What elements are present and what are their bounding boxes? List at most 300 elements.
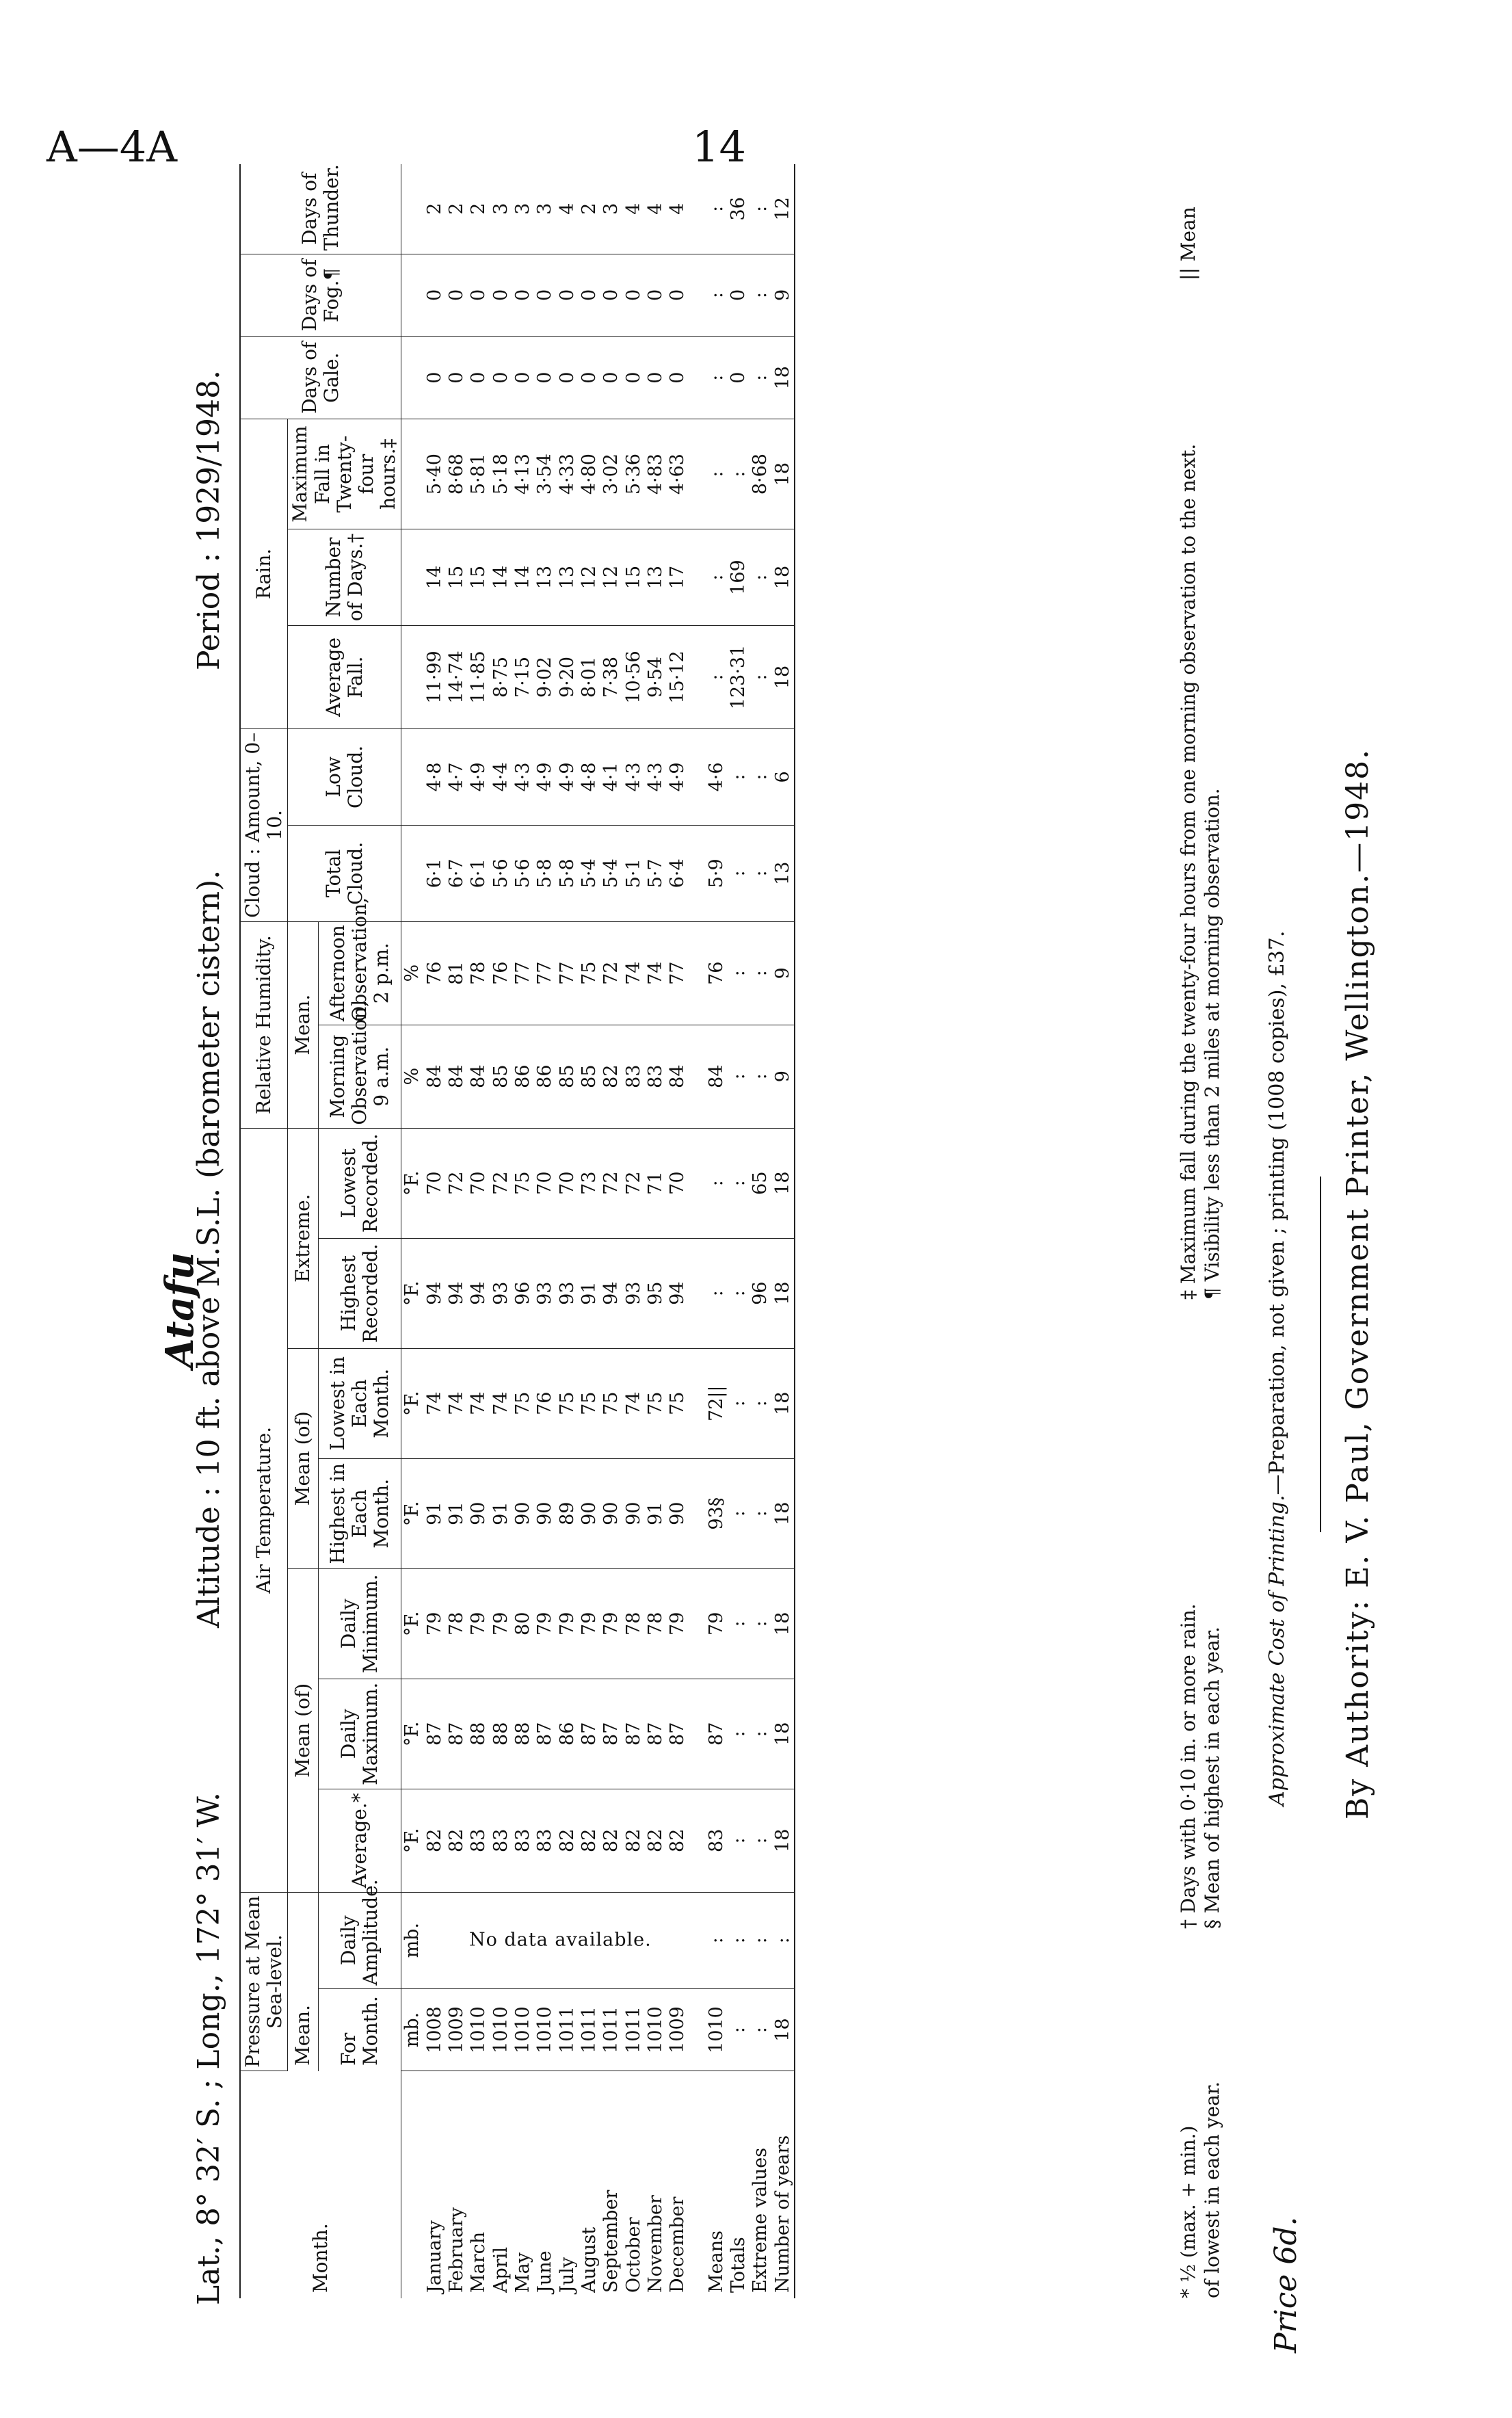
cell-t: 3 xyxy=(512,164,534,254)
cell-f: 0 xyxy=(468,254,490,337)
cell-dmin: 78 xyxy=(446,1568,468,1679)
cell-hr: 94 xyxy=(468,1238,490,1348)
cell-dmax: 87 xyxy=(424,1679,446,1789)
cell-lc: : xyxy=(750,728,771,825)
cell-m9: 86 xyxy=(512,1025,534,1128)
cell-m9: 84 xyxy=(424,1025,446,1128)
monthly-rows xyxy=(424,164,698,2298)
cell-dmax: 18 xyxy=(772,1679,795,1789)
cell-dmin: 79 xyxy=(579,1568,600,1679)
cell-avg: 82 xyxy=(557,1789,579,1892)
summary-rows xyxy=(698,164,795,2298)
row-label: July xyxy=(556,2257,578,2293)
cell-dmax: 87 xyxy=(645,1679,667,1789)
unit: % xyxy=(401,1025,424,1128)
cell-avg: 83 xyxy=(512,1789,534,1892)
cell-m9: 9 xyxy=(772,1025,795,1128)
cell-hi: 90 xyxy=(468,1458,490,1568)
cell-lr: 75 xyxy=(512,1128,534,1238)
cell-p: 1011 xyxy=(600,1988,622,2071)
cell-lc: 4·4 xyxy=(490,728,512,825)
cell-rm: 4·13 xyxy=(512,419,534,529)
col-total-cloud: Total Cloud. xyxy=(288,825,401,921)
col-morning: Morning Observation, 9 a.m. xyxy=(318,1025,401,1128)
cell-m9: 85 xyxy=(579,1025,600,1128)
cell-lo: 75 xyxy=(645,1348,667,1458)
cell-dmin: 79 xyxy=(468,1568,490,1679)
cell-t: 4 xyxy=(645,164,667,254)
cell-tc: 5·4 xyxy=(600,825,622,921)
cell-hi: 89 xyxy=(557,1458,579,1568)
cell-hr: 96 xyxy=(750,1238,771,1348)
cell-g: 0 xyxy=(512,337,534,419)
units-row xyxy=(401,164,424,2298)
cell-rm: 5·18 xyxy=(490,419,512,529)
cell-g: 0 xyxy=(728,337,750,419)
cell-lr: 65 xyxy=(750,1128,771,1238)
cell-rf: 7·15 xyxy=(512,626,534,729)
cell-rm: 3·54 xyxy=(534,419,556,529)
cell-lc: 4·6 xyxy=(698,728,728,825)
cell-p: 1010 xyxy=(645,1988,667,2071)
cell-g: 0 xyxy=(446,337,468,419)
unit: % xyxy=(401,921,424,1025)
cell-lo: 75 xyxy=(600,1348,622,1458)
page-identifier: A—4A xyxy=(47,122,177,172)
col-highest-rec: Highest Recorded. xyxy=(318,1238,401,1348)
cell-a2: : xyxy=(728,921,750,1025)
cell-hr: 93 xyxy=(623,1238,645,1348)
cell-f: 0 xyxy=(512,254,534,337)
cell-m9: 82 xyxy=(600,1025,622,1128)
cell-rd: : xyxy=(698,529,728,626)
cell-hi: : xyxy=(750,1458,771,1568)
cell-hr: 95 xyxy=(645,1238,667,1348)
cell-hr: 93 xyxy=(557,1238,579,1348)
cell-rm: 5·40 xyxy=(424,419,446,529)
cell-dmin: 79 xyxy=(667,1568,697,1679)
cell-hr: 94 xyxy=(446,1238,468,1348)
col-max-fall: Maximum Fall in Twenty-four hours.‡ xyxy=(288,419,401,529)
cell-dmax: 88 xyxy=(468,1679,490,1789)
cell-avg: 82 xyxy=(645,1789,667,1892)
col-average: Average.* xyxy=(318,1789,401,1892)
cell-lr: : xyxy=(698,1128,728,1238)
cell-p: 1008 xyxy=(424,1988,446,2071)
col-air-temp: Air Temperature. xyxy=(240,1128,288,1892)
cell-rf: 11·99 xyxy=(424,626,446,729)
cell-a2: 78 xyxy=(468,921,490,1025)
cell-hi: 91 xyxy=(446,1458,468,1568)
col-rain: Rain. xyxy=(240,419,288,729)
cell-m9: : xyxy=(728,1025,750,1128)
cell-dmax: 86 xyxy=(557,1679,579,1789)
cell-lc: : xyxy=(728,728,750,825)
cell-a2: 77 xyxy=(667,921,697,1025)
cell-lc: 4·3 xyxy=(623,728,645,825)
cell-lc: 4·8 xyxy=(579,728,600,825)
unit: °F. xyxy=(401,1679,424,1789)
cell-rd: 15 xyxy=(446,529,468,626)
cell-avg: 18 xyxy=(772,1789,795,1892)
cell-dmax: 88 xyxy=(512,1679,534,1789)
col-lowest-each: Lowest in Each Month. xyxy=(318,1348,401,1458)
col-temp-extreme: Extreme. xyxy=(288,1128,318,1348)
cell-t: 3 xyxy=(490,164,512,254)
cell-t: 3 xyxy=(534,164,556,254)
unit: °F. xyxy=(401,1568,424,1679)
cell-dmin: 18 xyxy=(772,1568,795,1679)
cell-hi: 93§ xyxy=(698,1458,728,1568)
footnote-right: ‡ Maximum fall during the twenty-four hours from one morning observation to the next. ¶ Visibility less than 2 miles at morning observation. xyxy=(1177,443,1223,1300)
cell-avg: 83 xyxy=(698,1789,728,1892)
cell-p: 1011 xyxy=(623,1988,645,2071)
cell-g: 0 xyxy=(623,337,645,419)
cell-t: 4 xyxy=(623,164,645,254)
cell-hi: : xyxy=(728,1458,750,1568)
cell-dmin: 78 xyxy=(645,1568,667,1679)
cell-lc: 4·3 xyxy=(512,728,534,825)
cell-rd: 18 xyxy=(772,529,795,626)
cell-hi: 90 xyxy=(534,1458,556,1568)
cell-rf: 9·54 xyxy=(645,626,667,729)
cell-g: : xyxy=(750,337,771,419)
footnote-middle: † Days with 0·10 in. or more rain. § Mean of highest in each year. xyxy=(1177,1603,1223,1929)
cell-dmin: 78 xyxy=(623,1568,645,1679)
cell-tc: 5·8 xyxy=(534,825,556,921)
cell-lc: 4·9 xyxy=(468,728,490,825)
cell-p: 1011 xyxy=(557,1988,579,2071)
cell-rm: 4·83 xyxy=(645,419,667,529)
cell-rd: 12 xyxy=(579,529,600,626)
cell-hr: : xyxy=(728,1238,750,1348)
cell-avg: 83 xyxy=(468,1789,490,1892)
cell-amplitude: : xyxy=(698,1892,728,1988)
col-temp-mean-of-2: Mean (of) xyxy=(288,1348,318,1568)
cell-a2: 76 xyxy=(490,921,512,1025)
summary-row xyxy=(750,164,771,2298)
row-label: Extreme values xyxy=(750,2147,771,2293)
page-number: 14 xyxy=(692,122,746,172)
cell-f: 0 xyxy=(534,254,556,337)
cell-tc: 13 xyxy=(772,825,795,921)
col-afternoon: Afternoon Observation, 2 p.m. xyxy=(318,921,401,1025)
unit: mb. xyxy=(401,1988,424,2071)
cell-dmin: 79 xyxy=(600,1568,622,1679)
cell-dmin: 79 xyxy=(557,1568,579,1679)
cell-m9: 83 xyxy=(623,1025,645,1128)
cell-lr: 72 xyxy=(490,1128,512,1238)
cell-rm: 4·33 xyxy=(557,419,579,529)
cell-hi: 90 xyxy=(512,1458,534,1568)
cell-t: 36 xyxy=(728,164,750,254)
row-label: Number of years xyxy=(772,2071,795,2298)
cell-hi: 91 xyxy=(645,1458,667,1568)
cell-tc: 6·4 xyxy=(667,825,697,921)
row-label: August xyxy=(579,2226,600,2293)
cell-f: 0 xyxy=(728,254,750,337)
cell-t: 12 xyxy=(772,164,795,254)
summary-row xyxy=(728,164,750,2298)
cell-f: 0 xyxy=(579,254,600,337)
cell-a2: 9 xyxy=(772,921,795,1025)
cell-dmin: 79 xyxy=(534,1568,556,1679)
cell-tc: 5·6 xyxy=(512,825,534,921)
cell-rf: 9·20 xyxy=(557,626,579,729)
cell-dmin: 79 xyxy=(698,1568,728,1679)
cell-lc: 4·3 xyxy=(645,728,667,825)
price: Price 6d. xyxy=(1269,2216,1303,2353)
cell-p: : xyxy=(728,1988,750,2071)
footnote-mean: || Mean xyxy=(1177,207,1199,280)
cell-a2: 74 xyxy=(623,921,645,1025)
cell-rf: 123·31 xyxy=(728,626,750,729)
unit: °F. xyxy=(401,1789,424,1892)
col-lowest-rec: Lowest Recorded. xyxy=(318,1128,401,1238)
cell-tc: 5·6 xyxy=(490,825,512,921)
cell-dmin: 79 xyxy=(424,1568,446,1679)
cell-tc: 5·8 xyxy=(557,825,579,921)
cell-a2: 76 xyxy=(424,921,446,1025)
unit: °F. xyxy=(401,1128,424,1238)
cell-g: 0 xyxy=(557,337,579,419)
cell-lr: 71 xyxy=(645,1128,667,1238)
cell-lo: 72|| xyxy=(698,1348,728,1458)
unit: °F. xyxy=(401,1348,424,1458)
cell-f: : xyxy=(750,254,771,337)
row-label: Totals xyxy=(728,2237,750,2293)
cell-a2: 74 xyxy=(645,921,667,1025)
col-num-days: Number of Days.† xyxy=(288,529,401,626)
cell-f: 0 xyxy=(667,254,697,337)
cell-rm: : xyxy=(728,419,750,529)
cell-rf: 9·02 xyxy=(534,626,556,729)
rotated-content xyxy=(137,150,1381,2339)
cell-rf: 8·75 xyxy=(490,626,512,729)
cell-lo: : xyxy=(750,1348,771,1458)
cell-rm: 3·02 xyxy=(600,419,622,529)
cell-rd: 14 xyxy=(424,529,446,626)
cell-dmax: 87 xyxy=(534,1679,556,1789)
cell-lo: 75 xyxy=(512,1348,534,1458)
cell-hr: 93 xyxy=(490,1238,512,1348)
cell-t: 2 xyxy=(579,164,600,254)
cell-amplitude: : xyxy=(728,1892,750,1988)
cell-g: 0 xyxy=(468,337,490,419)
cell-rd: 14 xyxy=(512,529,534,626)
cell-t: 4 xyxy=(557,164,579,254)
cell-rd: 15 xyxy=(468,529,490,626)
cell-a2: 75 xyxy=(579,921,600,1025)
cell-p: 18 xyxy=(772,1988,795,2071)
cell-t: : xyxy=(750,164,771,254)
cell-rf: 8·01 xyxy=(579,626,600,729)
cell-hi: 91 xyxy=(490,1458,512,1568)
cell-dmax: 87 xyxy=(446,1679,468,1789)
cell-rm: 4·80 xyxy=(579,419,600,529)
cell-lo: 74 xyxy=(490,1348,512,1458)
cell-hi: 90 xyxy=(579,1458,600,1568)
cell-lr: 72 xyxy=(600,1128,622,1238)
row-label: March xyxy=(468,2231,490,2293)
cell-p: 1010 xyxy=(534,1988,556,2071)
cell-rm: 4·63 xyxy=(667,419,697,529)
cell-avg: 82 xyxy=(446,1789,468,1892)
cell-m9: 84 xyxy=(667,1025,697,1128)
cell-rf: 10·56 xyxy=(623,626,645,729)
cell-m9: 84 xyxy=(446,1025,468,1128)
cell-a2: : xyxy=(750,921,771,1025)
cell-g: 0 xyxy=(600,337,622,419)
cell-rd: 17 xyxy=(667,529,697,626)
col-daily-amplitude: Daily Amplitude. xyxy=(318,1892,401,1988)
no-data-note: No data available. xyxy=(424,1892,698,1988)
col-fog: Days of Fog.¶ xyxy=(240,254,401,337)
cell-p: 1010 xyxy=(490,1988,512,2071)
cell-avg: : xyxy=(728,1789,750,1892)
row-label: December xyxy=(667,2196,689,2293)
unit: °F. xyxy=(401,1458,424,1568)
cell-hi: 90 xyxy=(600,1458,622,1568)
altitude: Altitude : 10 ft. above M.S.L. (barometer cistern). xyxy=(191,869,226,1628)
cell-lo: 74 xyxy=(468,1348,490,1458)
cell-rf: 18 xyxy=(772,626,795,729)
cell-a2: 77 xyxy=(534,921,556,1025)
cell-f: 9 xyxy=(772,254,795,337)
cell-rf: 7·38 xyxy=(600,626,622,729)
cell-hr: 94 xyxy=(600,1238,622,1348)
cell-m9: 86 xyxy=(534,1025,556,1128)
cell-rd: 13 xyxy=(557,529,579,626)
col-daily-min: Daily Minimum. xyxy=(318,1568,401,1679)
col-highest-each: Highest in Each Month. xyxy=(318,1458,401,1568)
cell-m9: 84 xyxy=(468,1025,490,1128)
cell-g: 0 xyxy=(534,337,556,419)
cell-dmin: : xyxy=(728,1568,750,1679)
cell-dmin: 80 xyxy=(512,1568,534,1679)
cell-rd: 15 xyxy=(623,529,645,626)
cell-tc: 5·4 xyxy=(579,825,600,921)
col-cloud: Cloud : Amount, 0–10. xyxy=(240,728,288,921)
row-label: April xyxy=(490,2247,512,2293)
row-label: February xyxy=(446,2207,467,2293)
cell-lo: 75 xyxy=(557,1348,579,1458)
cell-lr: 72 xyxy=(446,1128,468,1238)
row-label: October xyxy=(622,2217,644,2293)
cell-hr: 94 xyxy=(667,1238,697,1348)
cell-rf: : xyxy=(698,626,728,729)
cell-lc: 6 xyxy=(772,728,795,825)
cell-rf: : xyxy=(750,626,771,729)
printing-cost: Approximate Cost of Printing.—Preparation, not given ; printing (1008 copies), £37. xyxy=(1265,930,1289,1806)
cell-dmax: : xyxy=(728,1679,750,1789)
col-month: Month. xyxy=(240,2071,401,2298)
cell-dmax: 88 xyxy=(490,1679,512,1789)
cell-f: 0 xyxy=(446,254,468,337)
cell-a2: 81 xyxy=(446,921,468,1025)
cell-lr: 70 xyxy=(534,1128,556,1238)
cell-tc: 6·1 xyxy=(468,825,490,921)
authority-line: By Authority: E. V. Paul, Government Printer, Wellington.—1948. xyxy=(1340,748,1375,1819)
row-label: January xyxy=(423,2220,445,2293)
cell-rm: 5·36 xyxy=(623,419,645,529)
cell-amplitude: : xyxy=(772,1892,795,1988)
cell-dmax: 87 xyxy=(698,1679,728,1789)
cell-f: : xyxy=(698,254,728,337)
cell-avg: : xyxy=(750,1789,771,1892)
cell-lo: 74 xyxy=(623,1348,645,1458)
col-thunder: Days of Thunder. xyxy=(240,164,401,254)
cell-rf: 14·74 xyxy=(446,626,468,729)
col-humidity: Relative Humidity. xyxy=(240,921,288,1128)
cell-m9: 85 xyxy=(490,1025,512,1128)
cell-f: 0 xyxy=(424,254,446,337)
period: Period : 1929/1948. xyxy=(191,370,226,670)
cell-tc: 6·7 xyxy=(446,825,468,921)
cell-g: 18 xyxy=(772,337,795,419)
cell-rd: 13 xyxy=(645,529,667,626)
cell-t: 3 xyxy=(600,164,622,254)
cell-rd: 12 xyxy=(600,529,622,626)
cell-t: 2 xyxy=(446,164,468,254)
cell-dmax: 87 xyxy=(600,1679,622,1789)
cell-rf: 11·85 xyxy=(468,626,490,729)
cell-g: 0 xyxy=(424,337,446,419)
station-name: Atafu xyxy=(157,1252,202,1368)
table-row xyxy=(424,164,446,2298)
cell-lc: 4·8 xyxy=(424,728,446,825)
cell-lc: 4·9 xyxy=(557,728,579,825)
cell-hr: 94 xyxy=(424,1238,446,1348)
summary-row xyxy=(772,164,795,2298)
footnote-left: * ½ (max. + min.) of lowest in each year. xyxy=(1177,2081,1223,2298)
cell-tc: 5·9 xyxy=(698,825,728,921)
cell-avg: 83 xyxy=(490,1789,512,1892)
cell-lc: 4·1 xyxy=(600,728,622,825)
unit: mb. xyxy=(401,1892,424,1988)
cell-p: 1011 xyxy=(579,1988,600,2071)
cell-lr: 70 xyxy=(667,1128,697,1238)
cell-tc: : xyxy=(728,825,750,921)
row-label: June xyxy=(534,2250,556,2293)
cell-dmin: 79 xyxy=(490,1568,512,1679)
climate-table xyxy=(239,164,795,2298)
col-low-cloud: Low Cloud. xyxy=(288,728,401,825)
cell-a2: 77 xyxy=(512,921,534,1025)
col-temp-mean-of: Mean (of) xyxy=(288,1568,318,1892)
cell-avg: 82 xyxy=(623,1789,645,1892)
cell-rd: 14 xyxy=(490,529,512,626)
cell-a2: 77 xyxy=(557,921,579,1025)
cell-a2: 72 xyxy=(600,921,622,1025)
cell-hi: 90 xyxy=(623,1458,645,1568)
cell-p: 1009 xyxy=(667,1988,697,2071)
cell-avg: 82 xyxy=(667,1789,697,1892)
cell-lo: : xyxy=(728,1348,750,1458)
row-label: September xyxy=(600,2190,622,2293)
cell-hi: 90 xyxy=(667,1458,697,1568)
row-label: Means xyxy=(705,2231,727,2293)
cell-dmin: : xyxy=(750,1568,771,1679)
col-daily-max: Daily Maximum. xyxy=(318,1679,401,1789)
cell-dmax: 87 xyxy=(623,1679,645,1789)
cell-rm: : xyxy=(698,419,728,529)
cell-lr: 70 xyxy=(468,1128,490,1238)
cell-hr: 96 xyxy=(512,1238,534,1348)
cell-lr: 70 xyxy=(424,1128,446,1238)
cell-avg: 83 xyxy=(534,1789,556,1892)
cell-g: 0 xyxy=(490,337,512,419)
